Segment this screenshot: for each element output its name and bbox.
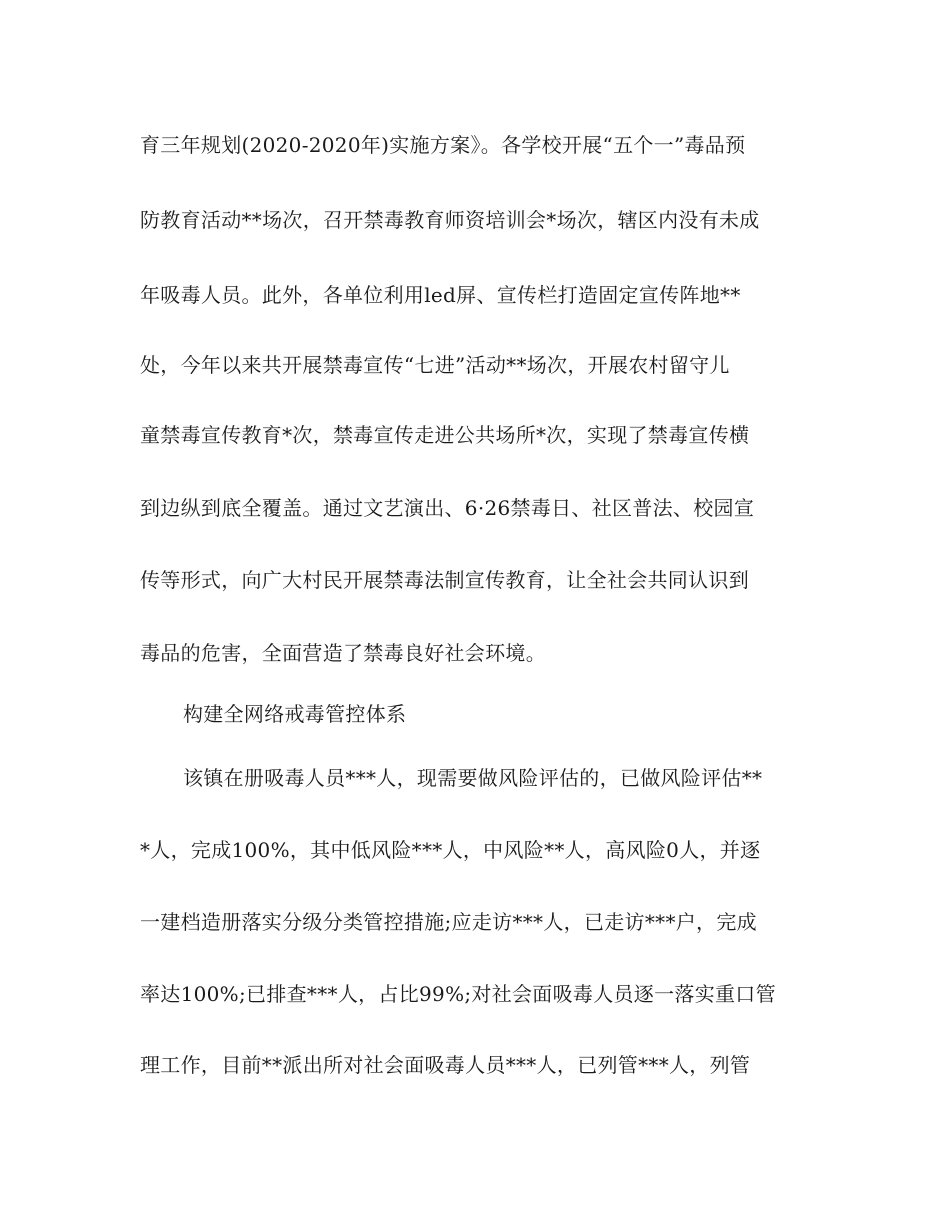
paragraph-1-line-8: 毒品的危害，全面营造了禁毒良好社会环境。 — [140, 641, 546, 665]
paragraph-2-line-4: 率达100%;已排查***人，占比99%;对社会面吸毒人员逐一落实重口管 — [140, 982, 776, 1006]
paragraph-2-line-2: *人，完成100%，其中低风险***人，中风险**人，高风险0人，并逐 — [140, 838, 761, 862]
paragraph-1-line-7: 传等形式，向广大村民开展禁毒法制宣传教育，让全社会共同认识到 — [140, 568, 749, 592]
paragraph-2-line-5: 理工作，目前**派出所对社会面吸毒人员***人，已列管***人，列管 — [140, 1053, 751, 1077]
paragraph-1-line-3: 年吸毒人员。此外，各单位利用led屏、宣传栏打造固定宣传阵地** — [140, 283, 741, 307]
paragraph-1-line-4: 处，今年以来共开展禁毒宣传“七进”活动**场次，开展农村留守儿 — [140, 353, 730, 377]
section-heading: 构建全网络戒毒管控体系 — [183, 702, 407, 726]
paragraph-1-line-5: 童禁毒宣传教育*次，禁毒宣传走进公共场所*次，实现了禁毒宣传横 — [140, 423, 750, 447]
paragraph-2-line-3: 一建档造册落实分级分类管控措施;应走访***人，已走访***户，完成 — [140, 910, 757, 934]
paragraph-1-line-1: 育三年规划(2020-2020年)实施方案》。各学校开展“五个一”毒品预 — [140, 133, 746, 157]
paragraph-1-line-2: 防教育活动**场次，召开禁毒教育师资培训会*场次，辖区内没有未成 — [140, 208, 760, 232]
paragraph-2-line-1: 该镇在册吸毒人员***人，现需要做风险评估的，已做风险评估** — [183, 766, 763, 790]
paragraph-1-line-6: 到边纵到底全覆盖。通过文艺演出、6·26禁毒日、社区普法、校园宣 — [140, 496, 755, 520]
